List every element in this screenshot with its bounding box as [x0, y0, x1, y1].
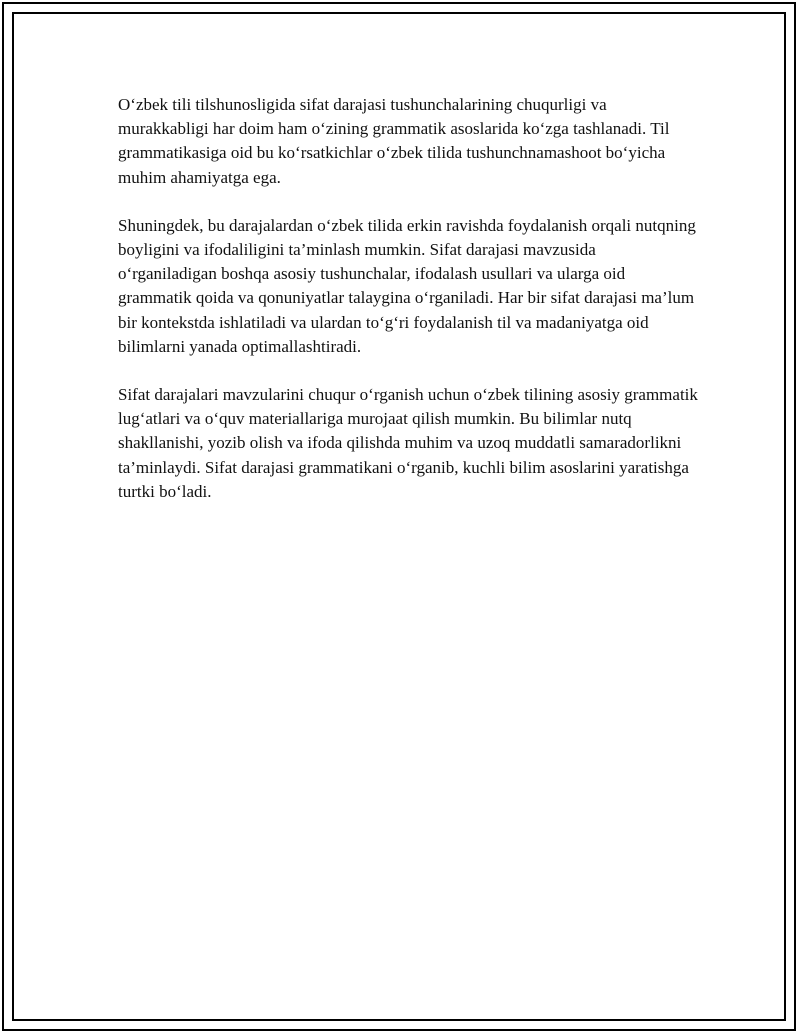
paragraph-1: O‘zbek tili tilshunosligida sifat darajasi tushunchalarining chuqurligi va murakkabligi har doim ham o‘zining grammatik asoslarida ko‘zga tashlanadi. Til grammatikasiga oid bu ko‘rsatkichlar o‘zbek tilida tushunchnamashoot bo‘yicha muhim ahamiyatga ega. — [118, 95, 670, 187]
paragraph-3: Sifat darajalari mavzularini chuqur o‘rganish uchun o‘zbek tilining asosiy grammatik lug‘atlari va o‘quv materiallariga murojaat qilish mumkin. Bu bilimlar nutq shakllanishi, yozib olish va ifoda qilishda muhim va uzoq muddatli samaradorlikni ta’minlaydi. Sifat darajasi grammatikani o‘rganib, kuchli bilim asoslarini yaratishga turtki bo‘ladi. — [118, 385, 698, 501]
document-body — [118, 93, 698, 528]
paragraph-2: Shuningdek, bu darajalardan o‘zbek tilida erkin ravishda foydalanish orqali nutqning boyligini va ifodaliligini ta’minlash mumkin. Sifat darajasi mavzusida o‘rganiladigan boshqa asosiy tushunchalar, ifodalash usullari va ularga oid grammatik qoida va qonuniyatlar talaygina o‘rganiladi. Har bir sifat darajasi ma’lum bir kontekstda ishlatiladi va ulardan to‘g‘ri foydalanish til va madaniyatga oid bilimlarni yanada optimallashtiradi. — [118, 215, 696, 356]
